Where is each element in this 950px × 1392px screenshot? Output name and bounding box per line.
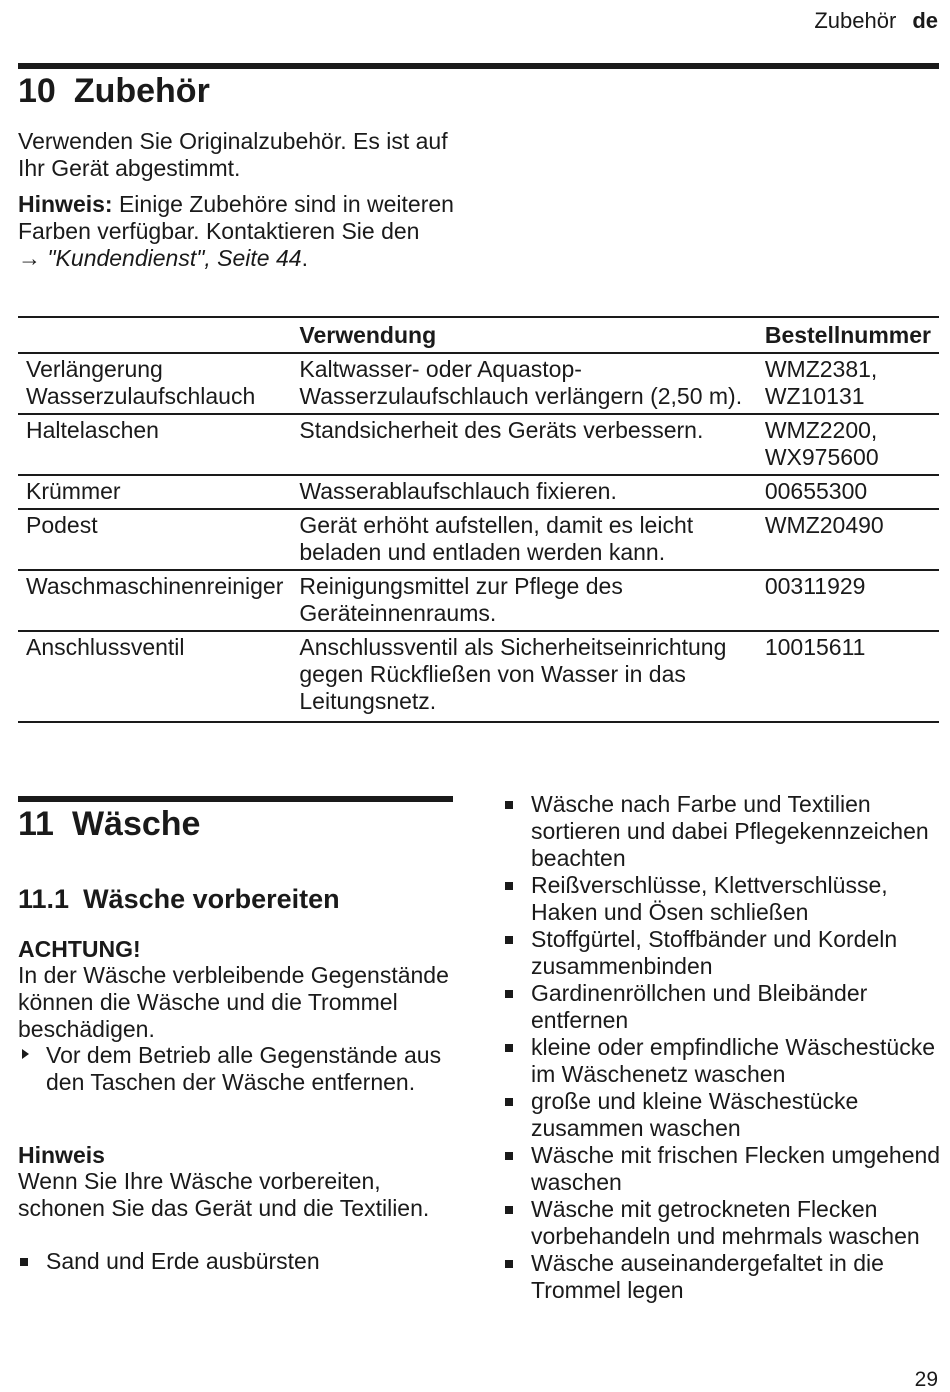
table-row: [18, 414, 939, 475]
note-label: Hinweis: [18, 1142, 105, 1168]
section-number: 11: [18, 805, 54, 843]
cell-item: Verlängerung Wasserzulaufschlauch: [18, 353, 291, 414]
section-10-heading: [18, 72, 210, 111]
arrow-icon: →: [18, 245, 41, 271]
cell-usage: Kaltwasser- oder Aquastop-Wasserzulaufschlauch verlängern (2,50 m).: [291, 353, 756, 414]
square-bullet-icon: [505, 936, 513, 944]
table-row: [18, 475, 939, 509]
note-text: Einige Zubehöre sind in weiteren Farben verfügbar. Kontaktieren Sie den: [18, 191, 454, 244]
square-bullet-icon: [505, 990, 513, 998]
list-item: Reißverschlüsse, Klettverschlüsse, Haken und Ösen schließen: [503, 872, 943, 926]
square-bullet-icon: [20, 1258, 28, 1266]
note-text: Wenn Sie Ihre Wäsche vorbereiten, schonen Sie das Gerät und die Textilien.: [18, 1168, 430, 1221]
action-step: [18, 1042, 461, 1096]
square-bullet-icon: [505, 801, 513, 809]
table-row: [18, 353, 939, 414]
header-section: Zubehör: [814, 8, 897, 33]
square-bullet-icon: [505, 1152, 513, 1160]
warning-label: ACHTUNG!: [18, 936, 141, 962]
cell-order-number: WMZ2200, WX975600: [757, 414, 939, 475]
accessories-table: [18, 316, 939, 723]
section-title: Zubehör: [73, 72, 210, 110]
section-title: Wäsche: [71, 805, 201, 843]
cell-item: Waschmaschinenreiniger: [18, 570, 291, 631]
table-row: [18, 509, 939, 570]
table-row: [18, 631, 939, 722]
square-bullet-icon: [505, 1044, 513, 1052]
cell-item: Anschlussventil: [18, 631, 291, 722]
header-language: de: [912, 8, 938, 33]
list-item: Wäsche auseinandergefaltet in die Trommel legen: [503, 1250, 943, 1304]
list-item: Stoffgürtel, Stoffbänder und Kordeln zusammenbinden: [503, 926, 943, 980]
square-bullet-icon: [505, 882, 513, 890]
cell-usage: Standsicherheit des Geräts verbessern.: [291, 414, 756, 475]
square-bullet-icon: [505, 1206, 513, 1214]
section-rule: [18, 796, 453, 802]
running-header: [814, 8, 938, 34]
section-11-heading: [18, 805, 200, 844]
warning-text: In der Wäsche verbleibende Gegenstände können die Wäsche und die Trommel beschädigen.: [18, 962, 449, 1042]
section-rule: [18, 63, 939, 69]
col-header-item: [18, 317, 291, 353]
table-header-row: [18, 317, 939, 353]
subsection-heading: [18, 884, 340, 915]
page-number: 29: [914, 1368, 938, 1391]
list-item: Wäsche mit frischen Flecken umgehend waschen: [503, 1142, 943, 1196]
cell-order-number: 00655300: [757, 475, 939, 509]
note-label: Hinweis:: [18, 191, 113, 217]
action-text: Vor dem Betrieb alle Gegenstände aus den Taschen der Wäsche entfernen.: [46, 1042, 442, 1095]
square-bullet-icon: [505, 1098, 513, 1106]
list-item: kleine oder empfindliche Wäschestücke im Wäschenetz waschen: [503, 1034, 943, 1088]
col-header-usage: Verwendung: [291, 317, 756, 353]
cell-usage: Anschlussventil als Sicherheitseinrichtung gegen Rückfließen von Wasser in das Leitungsnetz.: [291, 631, 756, 722]
cell-item: Podest: [18, 509, 291, 570]
section-number: 10: [18, 72, 56, 110]
cell-order-number: 00311929: [757, 570, 939, 631]
cell-usage: Wasserablaufschlauch fixieren.: [291, 475, 756, 509]
note-paragraph: [18, 191, 458, 272]
bullet-list-right: [503, 791, 943, 1304]
subsection-number: 11.1: [18, 884, 70, 914]
cell-usage: Reinigungsmittel zur Pflege des Geräteinnenraums.: [291, 570, 756, 631]
col-header-order-number: Bestellnummer: [757, 317, 939, 353]
list-item: große und kleine Wäschestücke zusammen waschen: [503, 1088, 943, 1142]
list-item: Gardinenröllchen und Bleibänder entfernen: [503, 980, 943, 1034]
list-item: Wäsche mit getrockneten Flecken vorbehandeln und mehrmals waschen: [503, 1196, 943, 1250]
cell-order-number: WMZ2381, WZ10131: [757, 353, 939, 414]
cell-item: Krümmer: [18, 475, 291, 509]
list-item: Wäsche nach Farbe und Textilien sortieren und dabei Pflegekennzeichen beachten: [503, 791, 943, 872]
customer-service-link[interactable]: "Kundendienst", Seite 44: [47, 245, 302, 271]
table-row: [18, 570, 939, 631]
link-period: .: [301, 245, 308, 271]
cell-item: Haltelaschen: [18, 414, 291, 475]
cell-order-number: 10015611: [757, 631, 939, 722]
bullet-list-left: [18, 1248, 458, 1275]
subsection-title: Wäsche vorbereiten: [83, 884, 340, 914]
list-item: Sand und Erde ausbürsten: [18, 1248, 458, 1275]
action-triangle-icon: [22, 1049, 29, 1059]
square-bullet-icon: [505, 1260, 513, 1268]
cell-order-number: WMZ20490: [757, 509, 939, 570]
intro-text: Verwenden Sie Originalzubehör. Es ist auf Ihr Gerät abgestimmt.: [18, 128, 448, 181]
cell-usage: Gerät erhöht aufstellen, damit es leicht beladen und entladen werden kann.: [291, 509, 756, 570]
